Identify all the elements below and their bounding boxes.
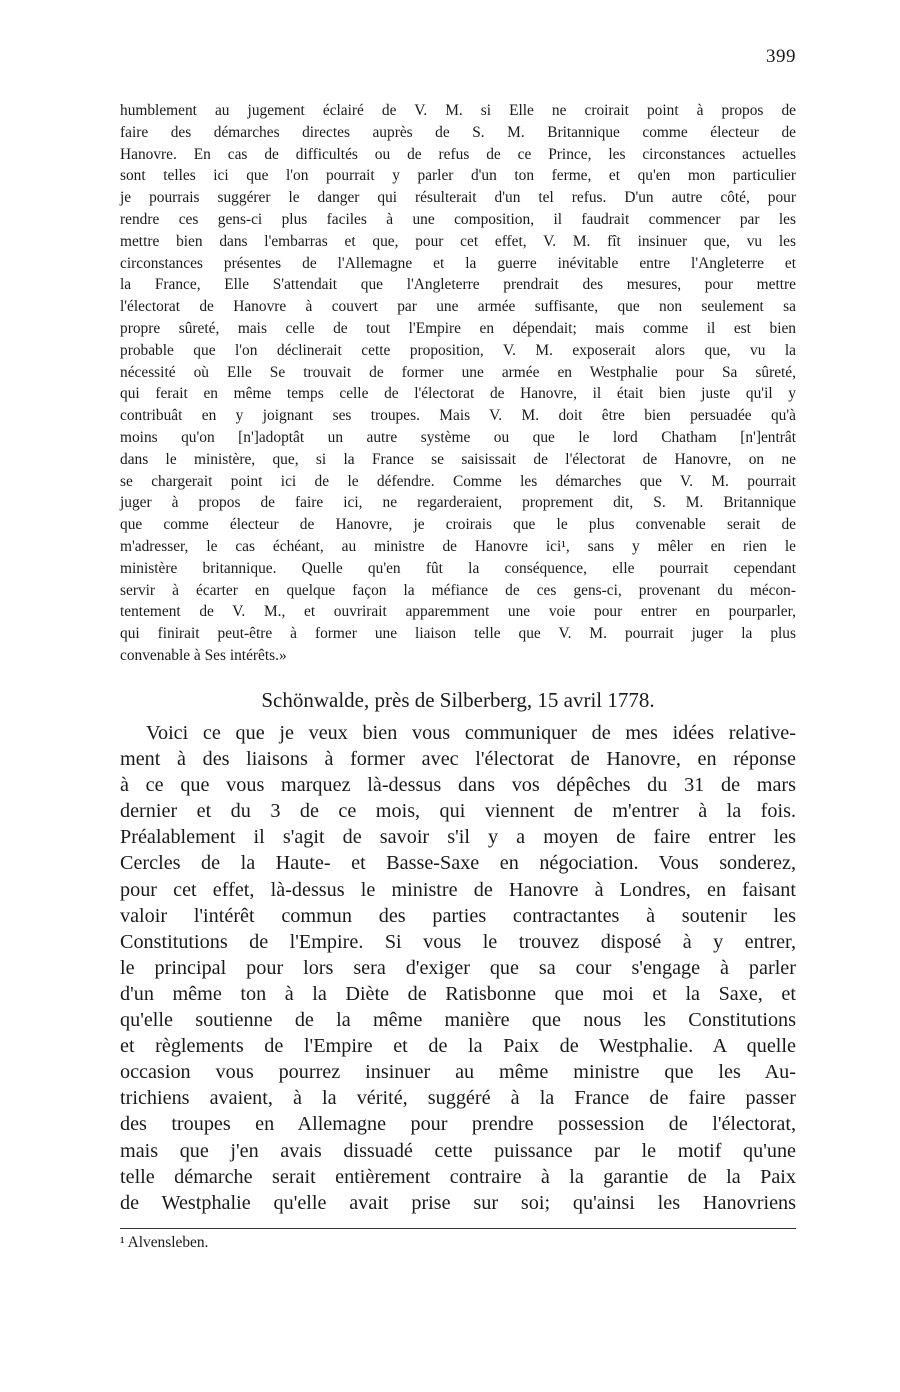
text-line: convenable à Ses intérêts.» <box>120 646 287 664</box>
text-line: propre sûreté, mais celle de tout l'Empire en dépendait; mais comme il est bien <box>120 319 796 337</box>
text-line: tentement de V. M., et ouvrirait apparemment une voie pour entrer en pourparler, <box>120 603 796 621</box>
text-line: m'adresser, le cas échéant, au ministre de Hanovre ici¹, sans y mêler en rien le <box>120 537 796 555</box>
page-number: 399 <box>766 46 796 67</box>
text-line: dans le ministère, que, si la France se saisissait de l'électorat de Hanovre, on ne <box>120 450 796 468</box>
text-line: mais que j'en avais dissuadé cette puissance par le motif qu'une <box>120 1139 796 1162</box>
text-line: trichiens avaient, à la vérité, suggéré à la France de faire passer <box>120 1087 796 1110</box>
text-line: occasion vous pourrez insinuer au même ministre que les Au- <box>120 1061 796 1084</box>
text-line: à ce que vous marquez là-dessus dans vos dépêches du 31 de mars <box>120 774 796 797</box>
text-line: ment à des liaisons à former avec l'électorat de Hanovre, en réponse <box>120 748 796 771</box>
text-line: circonstances présentes de l'Allemagne et la guerre inévitable entre l'Angleterre et <box>120 254 796 272</box>
text-line: humblement au jugement éclairé de V. M. si Elle ne croirait point à propos de <box>120 102 796 119</box>
text-line: valoir l'intérêt commun des parties contractantes à soutenir les <box>120 904 796 927</box>
text-line: que comme électeur de Hanovre, je croirais que le plus convenable serait de <box>120 516 796 534</box>
footnote: ¹ Alvensleben. <box>120 1234 209 1251</box>
text-line: des troupes en Allemagne pour prendre possession de l'électorat, <box>120 1113 796 1136</box>
quoted-report-paragraph <box>120 100 796 667</box>
text-line: servir à écarter en quelque façon la méfiance de ces gens-ci, provenant du mécon- <box>120 581 796 599</box>
text-line: de Westphalie qu'elle avait prise sur soi; qu'ainsi les Hanovriens <box>120 1191 796 1214</box>
text-line: pour cet effet, là-dessus le ministre de Hanovre à Londres, en faisant <box>120 878 796 901</box>
text-line: moins qu'on [n']adoptât un autre système ou que le lord Chatham [n']entrât <box>120 428 796 446</box>
text-line: la France, Elle S'attendait que l'Angleterre prendrait des mesures, pour mettre <box>120 276 796 294</box>
text-line: je pourrais suggérer le danger qui résulterait d'un tel refus. D'un autre côté, pour <box>120 189 796 207</box>
text-line: probable que l'on déclinerait cette proposition, V. M. exposerait alors que, vu la <box>120 341 796 359</box>
text-line: Hanovre. En cas de difficultés ou de refus de ce Prince, les circonstances actuelles <box>120 145 796 163</box>
text-line: telle démarche serait entièrement contraire à la garantie de la Paix <box>120 1165 796 1188</box>
text-line: nécessité où Elle Se trouvait de former une armée en Westphalie pour Sa sûreté, <box>120 363 796 381</box>
text-line: Préalablement il s'agit de savoir s'il y a moyen de faire entrer les <box>120 826 796 849</box>
letter-body-paragraph <box>120 720 796 1216</box>
text-line: se chargerait point ici de le défendre. Comme les démarches que V. M. pourrait <box>120 472 796 490</box>
text-line: le principal pour lors sera d'exiger que sa cour s'engage à parler <box>120 956 796 979</box>
text-line: mettre bien dans l'embarras et que, pour cet effet, V. M. fît insinuer que, vu les <box>120 232 796 250</box>
text-line: juger à propos de faire ici, ne regarderaient, proprement dit, S. M. Britannique <box>120 494 796 512</box>
text-line: Constitutions de l'Empire. Si vous le trouvez disposé à y entrer, <box>120 930 796 953</box>
text-line: dernier et du 3 de ce mois, qui viennent de m'entrer à la fois. <box>120 800 796 823</box>
letter-dateline: Schönwalde, près de Silberberg, 15 avril 1778. <box>261 688 655 712</box>
text-line: contribuât en y joignant ses troupes. Mais V. M. doit être bien persuadée qu'à <box>120 407 796 425</box>
text-line: qui ferait en même temps celle de l'électorat de Hanovre, il était bien juste qu'il y <box>120 385 796 403</box>
text-line: l'électorat de Hanovre à couvert par une armée suffisante, que non seulement sa <box>120 298 796 316</box>
footnote-divider <box>120 1228 796 1229</box>
text-line: et règlements de l'Empire et de la Paix de Westphalie. A quelle <box>120 1035 796 1058</box>
text-line: Cercles de la Haute- et Basse-Saxe en négociation. Vous sonderez, <box>120 852 796 875</box>
text-line: Voici ce que je veux bien vous communiquer de mes idées relative- <box>146 722 796 744</box>
text-line: qu'elle soutienne de la même manière que nous les Constitutions <box>120 1009 796 1032</box>
text-line: qui finirait peut-être à former une liaison telle que V. M. pourrait juger la plus <box>120 625 796 643</box>
text-line: d'un même ton à la Diète de Ratisbonne que moi et la Saxe, et <box>120 982 796 1005</box>
text-line: rendre ces gens-ci plus faciles à une composition, il faudrait commencer par les <box>120 210 796 228</box>
text-line: faire des démarches directes auprès de S. M. Britannique comme électeur de <box>120 123 796 141</box>
text-line: sont telles ici que l'on pourrait y parler d'un ton ferme, et qu'en mon particulier <box>120 167 796 185</box>
text-line: ministère britannique. Quelle qu'en fût la conséquence, elle pourrait cependant <box>120 559 796 577</box>
